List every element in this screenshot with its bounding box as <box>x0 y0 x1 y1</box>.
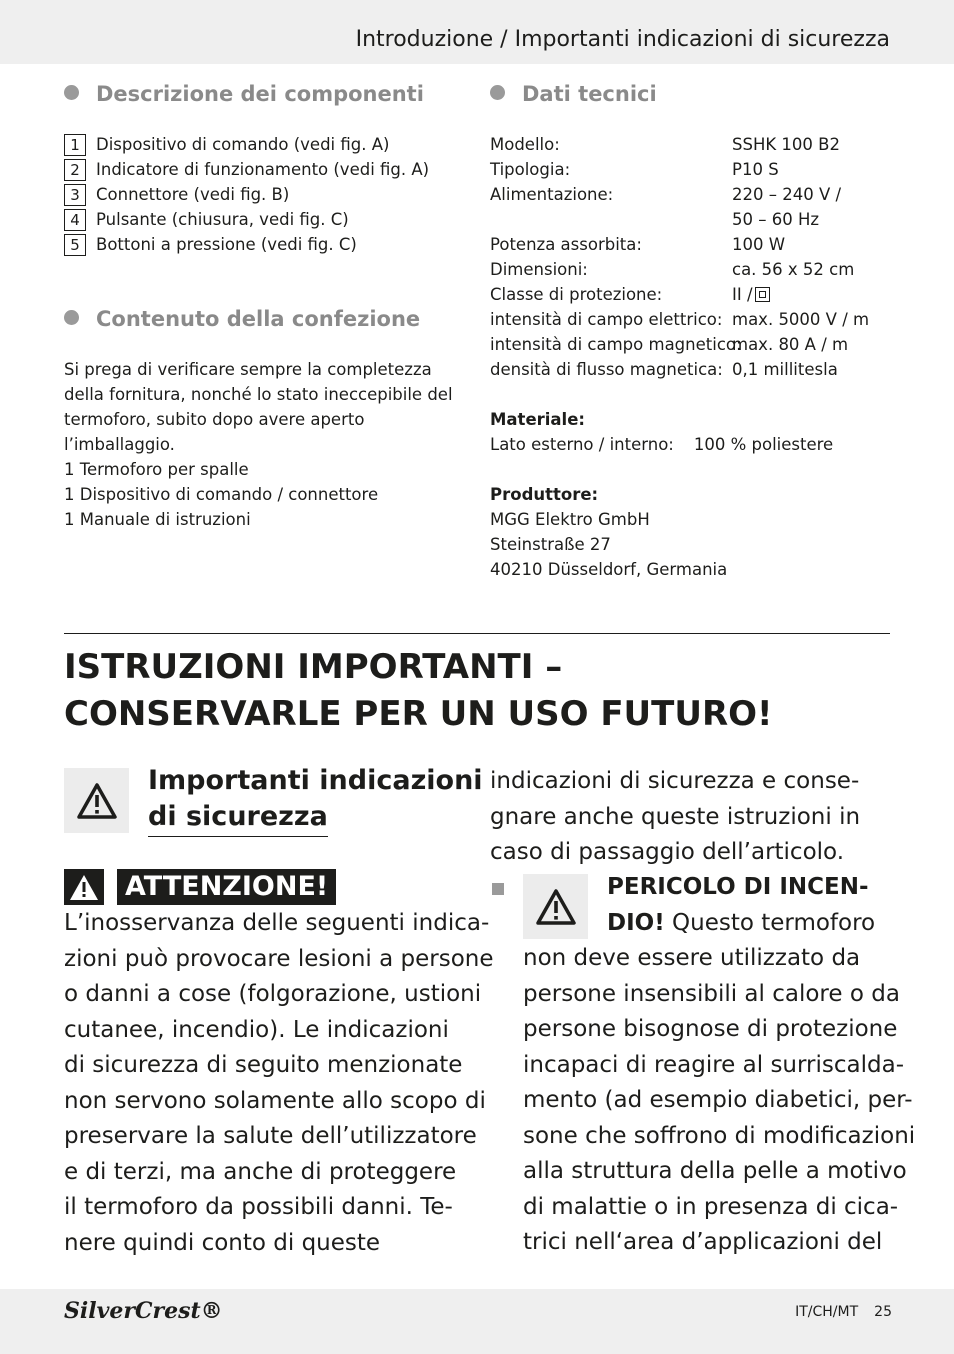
table-row: Modello: SSHK 100 B2 <box>490 135 840 154</box>
warning-triangle-icon <box>76 782 118 820</box>
material-block <box>490 407 833 457</box>
number-box: 4 <box>64 209 86 231</box>
square-bullet-icon <box>492 883 504 895</box>
material-row: Lato esterno / interno: 100 % poliestere <box>490 435 834 454</box>
package-paragraph: Si prega di verificare sempre la completezza della fornitura, nonché lo stato ineccepibile del termoforo, subito dopo avere aperto l’imballaggio. <box>64 360 453 454</box>
page-info <box>795 1304 892 1320</box>
table-row: 50 – 60 Hz <box>732 210 820 229</box>
list-item: 1 Dispositivo di comando (vedi fig. A) <box>64 132 429 157</box>
table-row: intensità di campo elettrico: max. 5000 V / m <box>490 310 870 329</box>
manufacturer-block <box>490 482 727 582</box>
header-title: Introduzione / Importanti indicazioni di sicurezza <box>355 27 890 52</box>
list-item: 1 Termoforo per spalle <box>64 460 249 479</box>
manufacturer-heading: Produttore: <box>490 485 599 504</box>
table-row: Dimensioni: ca. 56 x 52 cm <box>490 260 855 279</box>
attention-icon-box <box>64 869 104 905</box>
table-row: Potenza assorbita: 100 W <box>490 235 786 254</box>
table-row: Alimentazione: 220 – 240 V / <box>490 185 842 204</box>
list-item: 1 Dispositivo di comando / connettore <box>64 485 379 504</box>
specs-table <box>490 132 890 382</box>
table-row: Classe di protezione: II / <box>490 282 890 307</box>
bullet-icon <box>490 85 505 100</box>
safety-heading: Importanti indicazioni di sicurezza <box>148 763 483 837</box>
protection-class-icon <box>755 287 770 302</box>
manufacturer-line: Steinstraße 27 <box>490 535 611 554</box>
list-item: 3 Connettore (vedi fig. B) <box>64 182 429 207</box>
components-heading: Descrizione dei componenti <box>64 81 424 107</box>
warning-paragraph: L’inosservanza delle seguenti indica- zioni può provocare lesioni a persone o danni a cose (folgorazione, ustioni cutanee, incendio). Le indicazioni di sicurezza di seguito menzionate non servono solamente allo scopo di preservare la salute dell’utilizzatore e di terzi, ma anche di proteggere il termoforo da possibili danni. Te- nere quindi conto di queste <box>64 910 494 1256</box>
table-row: densità di flusso magnetica: 0,1 millitesla <box>490 360 838 379</box>
brand-logo: SilverCrest® <box>64 1298 223 1324</box>
attention-label: ATTENZIONE! <box>117 869 336 905</box>
package-heading: Contenuto della confezione <box>64 306 420 332</box>
number-box: 2 <box>64 159 86 181</box>
list-item: 2 Indicatore di funzionamento (vedi fig. A) <box>64 157 429 182</box>
manufacturer-line: MGG Elektro GmbH <box>490 510 650 529</box>
manufacturer-line: 40210 Düsseldorf, Germania <box>490 560 728 579</box>
region-code: IT/CH/MT <box>795 1304 859 1320</box>
page-number: 25 <box>874 1304 892 1320</box>
list-item: 1 Manuale di istruzioni <box>64 510 251 529</box>
warning-box <box>64 768 129 833</box>
package-list <box>64 457 378 532</box>
list-item: 5 Bottoni a pressione (vedi fig. C) <box>64 232 429 257</box>
components-list <box>64 132 429 257</box>
divider <box>64 633 890 634</box>
bullet-icon <box>64 310 79 325</box>
number-box: 5 <box>64 234 86 256</box>
list-item: 4 Pulsante (chiusura, vedi fig. C) <box>64 207 429 232</box>
fire-hazard-paragraph: PERICOLO DI INCEN- DIO! Questo termoforo non deve essere utilizzato da persone insensibili al calore o da persone bisognose di protezione incapaci di reagire al surriscalda- mento (ad esempio diabetici, per- sone che soffrono di modificazioni alla struttura della pelle a motivo di malattie o in presenza di cica- trici nell‘area d’applicazioni del <box>523 874 916 1255</box>
bullet-icon <box>64 85 79 100</box>
page-title: ISTRUZIONI IMPORTANTI – CONSERVARLE PER UN USO FUTURO! <box>64 647 773 734</box>
number-box: 3 <box>64 184 86 206</box>
table-row: intensità di campo magnetico: max. 80 A / m <box>490 335 849 354</box>
warning-triangle-icon <box>69 874 99 901</box>
table-row: Tipologia: P10 S <box>490 160 779 179</box>
continued-paragraph: indicazioni di sicurezza e conse- gnare anche queste istruzioni in caso di passaggio dell’articolo. <box>490 768 861 865</box>
material-heading: Materiale: <box>490 410 586 429</box>
specs-heading: Dati tecnici <box>490 81 657 107</box>
number-box: 1 <box>64 134 86 156</box>
